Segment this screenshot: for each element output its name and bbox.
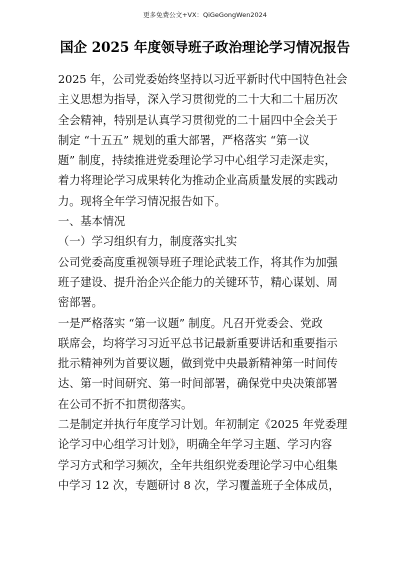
- body-line: 题” 制度，持续推进党委理论学习中心组学习走深走实，: [58, 154, 336, 168]
- document-body: [58, 70, 368, 496]
- body-line: 密部署。: [58, 296, 103, 310]
- body-line: 达、第一时间研究、第一时间部署，确保党中央决策部署: [58, 377, 338, 391]
- body-line: 联席会，均将学习习近平总书记最新重要讲话和重要指示: [58, 336, 338, 350]
- body-line: 公司党委高度重视领导班子理论武装工作，将其作为加强: [58, 255, 338, 269]
- body-line: 二是制定并执行年度学习计划。年初制定《2025 年党委理: [58, 418, 348, 432]
- body-line: 全会精神，特别是认真学习贯彻党的二十届四中全会关于: [58, 113, 338, 127]
- body-line: 制定 “十五五” 规划的重大部署，严格落实 “第一议: [58, 133, 310, 147]
- body-line: 班子建设、提升治企兴企能力的关键环节，精心谋划、周: [58, 275, 338, 289]
- body-line: 在公司不折不扣贯彻落实。: [58, 397, 193, 411]
- body-line: 论学习中心组学习计划》，明确全年学习主题、学习内容: [58, 438, 333, 452]
- header-watermark: 更多免费公文+VX：QiGeGongWen2024: [143, 11, 267, 19]
- section-heading: 一、基本情况: [58, 215, 126, 229]
- body-line: 2025 年，公司党委始终坚持以习近平新时代中国特色社会: [58, 73, 348, 86]
- document-title: 国企 2025 年度领导班子政治理论学习情况报告: [60, 40, 350, 56]
- body-line: 主义思想为指导，深入学习贯彻党的二十大和二十届历次: [58, 93, 338, 107]
- body-line: 批示精神列为首要议题，做到党中央最新精神第一时间传: [58, 357, 338, 371]
- body-line: 着力将理论学习成果转化为推动企业高质量发展的实践动: [58, 174, 338, 188]
- body-line: 中学习 12 次，专题研讨 8 次，学习覆盖班子全体成员，: [58, 478, 340, 492]
- subsection-heading: （一）学习组织有力，制度落实扎实: [58, 235, 238, 249]
- body-line: 一是严格落实 “第一议题” 制度。凡召开党委会、党政: [58, 316, 323, 330]
- body-line: 力。现将全年学习情况报告如下。: [58, 194, 226, 208]
- body-line: 学习方式和学习频次，全年共组织党委理论学习中心组集: [58, 458, 338, 472]
